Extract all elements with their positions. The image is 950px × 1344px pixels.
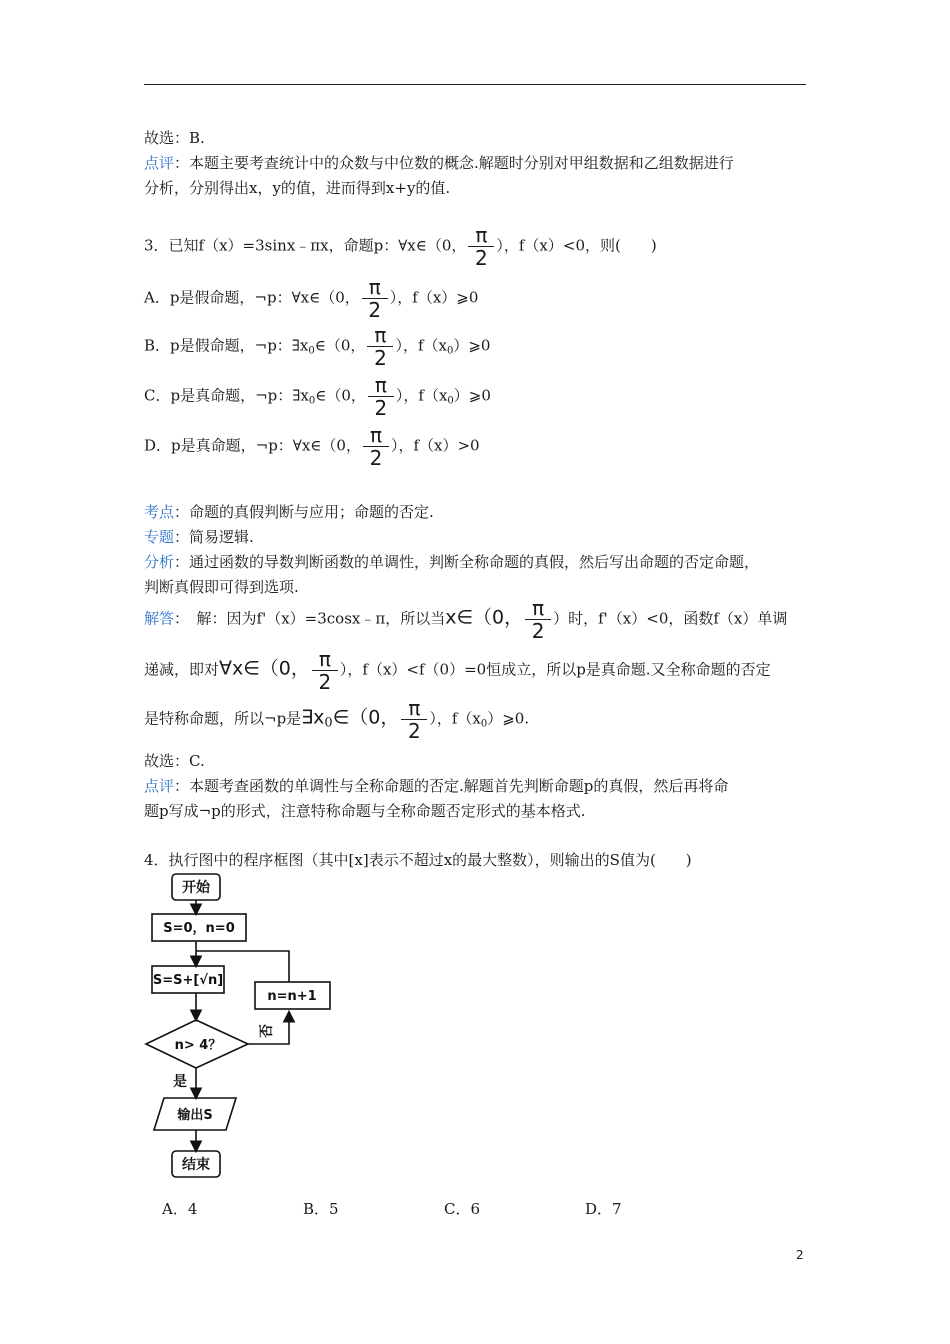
jieda-math-1: x∈（0， — [445, 606, 524, 629]
frac-den: 2 — [374, 396, 388, 420]
jieda-label: 解答 — [144, 609, 175, 628]
opt-d-text-b: ），f（x）>0 — [390, 436, 480, 455]
jieda-math-3b: ∈（0， — [332, 706, 400, 729]
kaodian-text: ：命题的真假判断与应用；命题的否定. — [174, 503, 434, 521]
opt-b-text-a: B．p是假命题，¬p：∃x — [144, 336, 309, 355]
jieda-text-1b: ）时，f'（x）<0，函数f（x）单调 — [553, 609, 788, 628]
frac-num: π — [369, 423, 382, 447]
frac-den: 2 — [407, 719, 421, 743]
fraction-pi-over-2 — [368, 374, 394, 419]
fenxi-text: ：通过函数的导数判断函数的单调性，判断全称命题的真假，然后写出命题的否定命题， — [174, 553, 760, 571]
prev-comment-line1 — [144, 152, 734, 173]
frac-den: 2 — [368, 298, 382, 322]
fraction-pi-over-2 — [312, 648, 338, 693]
q3-fenxi-line2: 判断真假即可得到选项. — [144, 578, 299, 596]
opt-a-text-b: ），f（x）⩾0 — [389, 288, 479, 307]
subscript: 0 — [308, 395, 316, 407]
opt-c-text-b: ），f（x — [395, 386, 448, 405]
kaodian-label: 考点 — [144, 503, 175, 521]
comment-label: 点评 — [144, 777, 175, 795]
prev-comment-text: ：本题主要考查统计中的众数与中位数的概念.解题时分别对甲组数据和乙组数据进行 — [174, 154, 734, 172]
frac-num: π — [368, 275, 381, 299]
opt-a-text-a: A．p是假命题，¬p：∀x∈（0， — [144, 288, 360, 307]
q3-jieda-line1 — [144, 597, 787, 642]
fraction-pi-over-2 — [367, 324, 393, 369]
flow-output-label: 输出S — [177, 1108, 213, 1123]
comment-text: ：本题考查函数的单调性与全称命题的否定.解题首先判断命题p的真假，然后再将命 — [174, 777, 729, 795]
frac-den: 2 — [531, 619, 545, 643]
opt-d-text-a: D．p是真命题，¬p：∀x∈（0， — [144, 436, 361, 455]
zhuanti-text: ：简易逻辑. — [174, 528, 254, 546]
q3-stem-text-b: ），f（x）<0，则( ) — [496, 236, 657, 255]
q3-jieda-line2 — [144, 648, 771, 693]
flow-condition-label: n> 4？ — [174, 1038, 222, 1053]
q3-comment-line1 — [144, 775, 728, 796]
q4-option-c: C．6 — [444, 1200, 481, 1218]
header-rule — [144, 84, 806, 85]
q4-option-b: B．5 — [303, 1200, 339, 1218]
flow-start-label: 开始 — [182, 880, 210, 896]
q3-stem-text-a: 3．已知f（x）=3sinx﹣πx，命题p：∀x∈（0， — [144, 236, 467, 255]
subscript: 0 — [446, 345, 454, 357]
flow-init-label: S=0，n=0 — [163, 921, 235, 936]
opt-b-text-c: ∈（0， — [314, 336, 366, 355]
frac-num: π — [408, 696, 421, 720]
q3-option-d — [144, 424, 480, 469]
q3-fenxi-line1 — [144, 551, 759, 572]
jieda-text-1a: ： 解：因为f'（x）=3cosx﹣π，所以当 — [174, 609, 446, 628]
fraction-pi-over-2 — [468, 224, 494, 269]
frac-num: π — [318, 647, 331, 671]
flow-incr-label: n=n+1 — [267, 989, 317, 1004]
jieda-math-2: ∀x∈（0， — [219, 657, 310, 680]
q3-kaodian — [144, 501, 434, 522]
frac-den: 2 — [475, 246, 488, 270]
q4-option-a: A．4 — [162, 1200, 198, 1218]
zhuanti-label: 专题 — [144, 528, 175, 546]
q3-zhuanti — [144, 526, 254, 547]
subscript: 0 — [324, 715, 333, 731]
q3-option-b — [144, 324, 490, 369]
jieda-text-2b: ），f（x）<f（0）=0恒成立，所以p是真命题.又全称命题的否定 — [339, 660, 771, 679]
prev-comment-label: 点评 — [144, 154, 175, 172]
frac-den: 2 — [318, 670, 332, 694]
flowchart — [140, 868, 340, 1186]
frac-den: 2 — [369, 446, 383, 470]
frac-num: π — [475, 223, 488, 247]
opt-b-text-d: ）⩾0 — [453, 336, 491, 355]
opt-c-text-d: ）⩾0 — [453, 386, 491, 405]
fenxi-label: 分析 — [144, 553, 175, 571]
fraction-pi-over-2 — [362, 276, 388, 321]
prev-comment-line2: 分析，分别得出x，y的值，进而得到x+y的值. — [144, 179, 451, 197]
q3-jieda-line3 — [144, 697, 529, 742]
flow-update-label: S=S+[√n] — [152, 973, 224, 988]
q3-stem — [144, 224, 657, 269]
subscript: 0 — [447, 395, 454, 407]
page-number: 2 — [796, 1248, 804, 1262]
opt-b-text-b: ），f（x — [395, 336, 447, 355]
frac-num: π — [532, 596, 545, 620]
flow-yes-label: 是 — [173, 1074, 187, 1090]
jieda-text-2a: 递减，即对 — [144, 660, 220, 679]
opt-c-text-c: ∈（0， — [315, 386, 366, 405]
opt-c-text-a: C．p是真命题，¬p：∃x — [144, 386, 309, 405]
q3-option-a — [144, 276, 478, 321]
prev-answer: 故选：B. — [144, 129, 205, 147]
frac-num: π — [374, 373, 387, 397]
flow-no-label: 否 — [259, 1024, 275, 1038]
q3-option-c — [144, 374, 491, 419]
q3-comment-line2: 题p写成¬p的形式，注意特称命题与全称命题否定形式的基本格式. — [144, 802, 586, 820]
q4-option-d: D．7 — [585, 1200, 622, 1218]
subscript: 0 — [308, 345, 315, 357]
fraction-pi-over-2 — [525, 597, 551, 642]
fraction-pi-over-2 — [401, 697, 427, 742]
jieda-text-3b: ），f（x — [429, 709, 481, 728]
subscript: 0 — [480, 718, 488, 730]
frac-num: π — [374, 323, 387, 347]
jieda-text-3c: ）⩾0. — [487, 709, 530, 728]
q3-answer: 故选：C. — [144, 752, 205, 770]
jieda-math-3: ∃x — [301, 706, 325, 729]
frac-den: 2 — [374, 346, 387, 370]
flow-end-label: 结束 — [182, 1157, 210, 1173]
q4-stem: 4．执行图中的程序框图（其中[x]表示不超过x的最大整数），则输出的S值为( ) — [144, 851, 692, 869]
jieda-text-3a: 是特称命题，所以¬p是 — [144, 709, 302, 728]
fraction-pi-over-2 — [363, 424, 389, 469]
